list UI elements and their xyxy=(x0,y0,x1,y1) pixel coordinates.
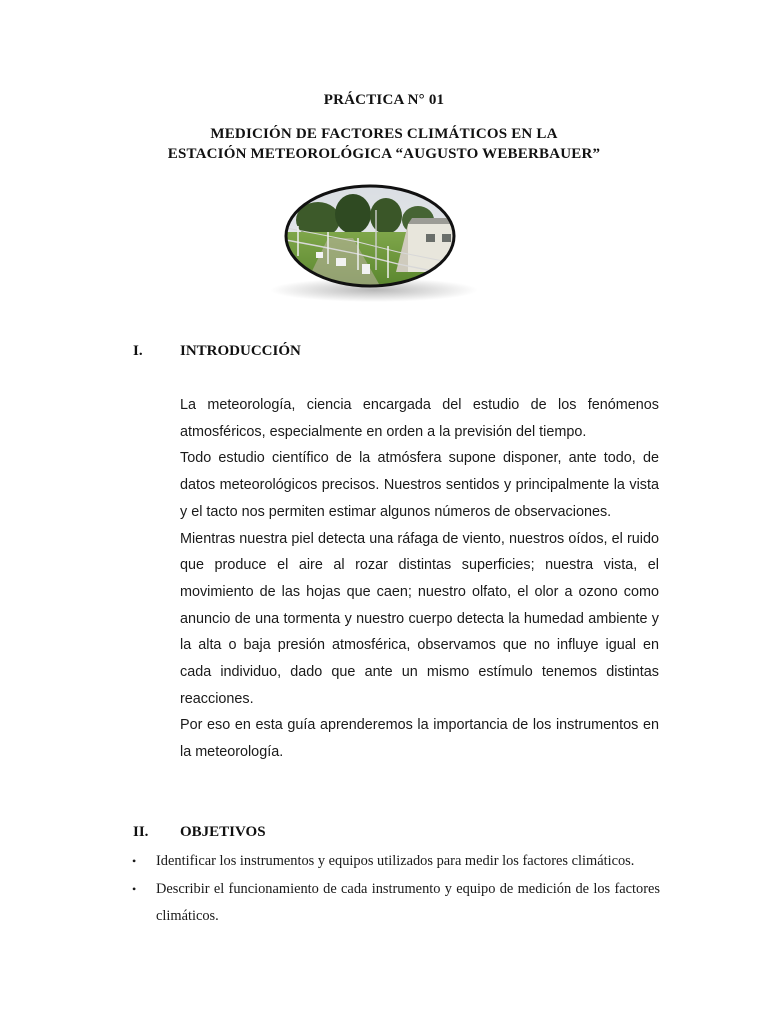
section-title-objectives: OBJETIVOS xyxy=(180,824,266,840)
document-title-line2: ESTACIÓN METEOROLÓGICA “AUGUSTO WEBERBAUER” xyxy=(167,146,601,162)
bullet-icon: • xyxy=(132,882,137,896)
document-title-line1: MEDICIÓN DE FACTORES CLIMÁTICOS EN LA xyxy=(210,126,558,142)
intro-paragraph: Todo estudio científico de la atmósfera supone disponer, ante todo, de datos meteorológicos precisos. Nuestros sentidos y principalmente la vista y el tacto nos permiten estimar algunos números de observaciones. xyxy=(180,450,659,520)
objective-text: Identificar los instrumentos y equipos utilizados para medir los factores climáticos. xyxy=(156,853,635,869)
introduction-body xyxy=(180,392,659,766)
section-title-intro: INTRODUCCIÓN xyxy=(180,343,301,359)
list-item xyxy=(130,876,660,930)
section-number-intro: I. xyxy=(133,343,143,359)
section-number-objectives: II. xyxy=(133,824,149,840)
intro-paragraph: Mientras nuestra piel detecta una ráfaga de viento, nuestros oídos, el ruido que produce el aire al rozar distintas superficies; nuestra vista, el movimiento de las hojas que caen; nuestro olfato, el olor a ozono como anuncio de una tormenta y nuestro cuerpo detecta la humedad ambiente y la alta o baja presión atmosférica, observamos que no influye igual en cada individuo, dado que ante un mismo estímulo tenemos distintas reacciones. xyxy=(180,530,659,707)
intro-paragraph: La meteorología, ciencia encargada del estudio de los fenómenos atmosféricos, especialmente en orden a la previsión del tiempo. xyxy=(180,397,659,440)
intro-paragraph: Por eso en esta guía aprenderemos la importancia de los instrumentos en la meteorología. xyxy=(180,717,659,761)
list-item xyxy=(130,848,660,875)
practice-number: PRÁCTICA N° 01 xyxy=(323,92,445,108)
objective-text: Describir el funcionamiento de cada instrumento y equipo de medición de los factores climáticos. xyxy=(156,881,660,924)
bullet-icon: • xyxy=(132,854,137,868)
objectives-list xyxy=(130,848,660,931)
weather-station-photo xyxy=(258,180,486,306)
